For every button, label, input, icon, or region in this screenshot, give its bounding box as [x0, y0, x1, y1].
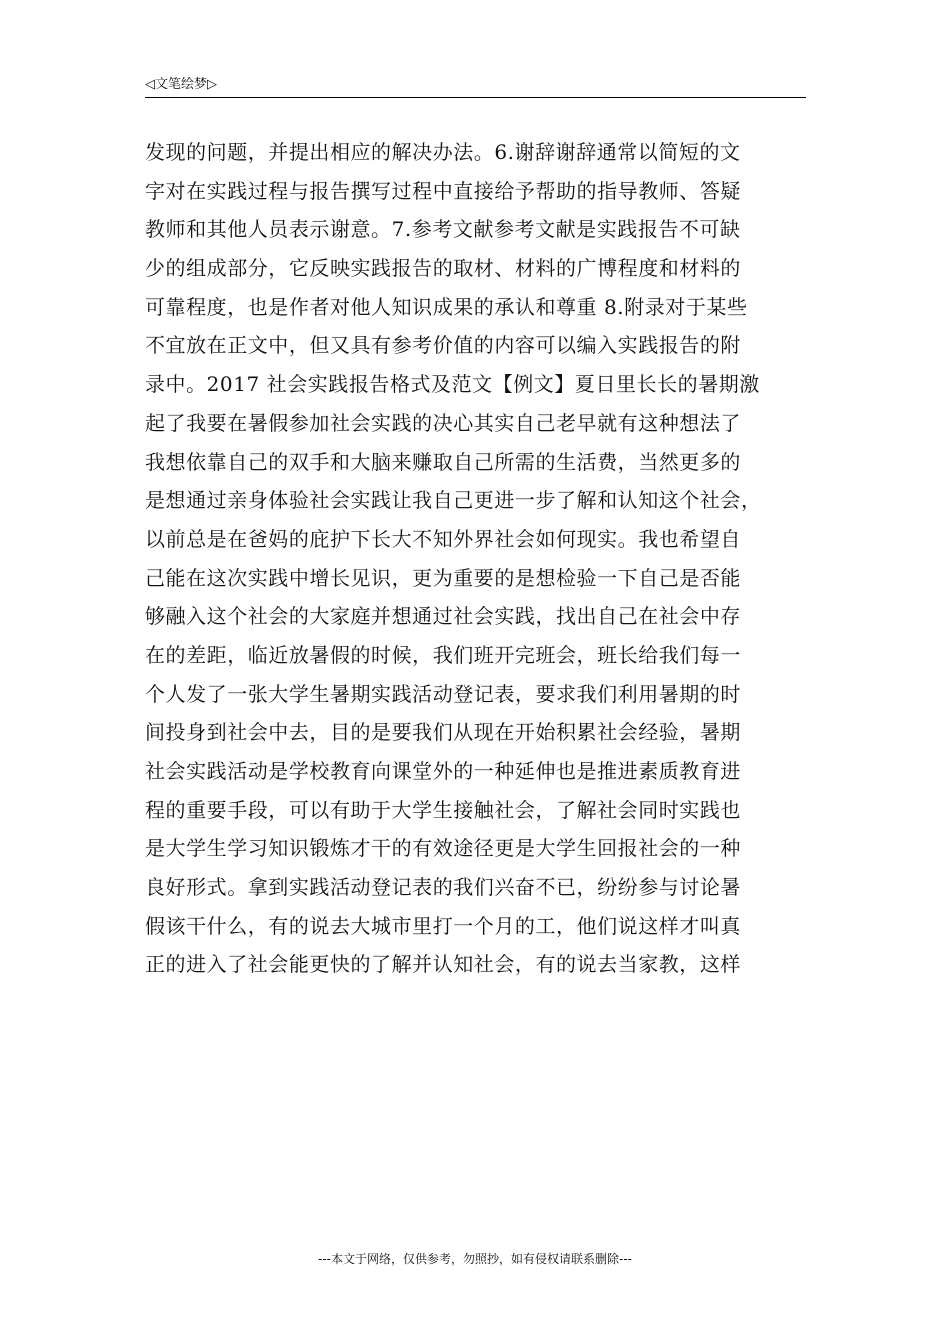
- text-line: 可靠程度，也是作者对他人知识成果的承认和尊重 8.附录对于某些: [145, 294, 748, 319]
- text-line: 是大学生学习知识锻炼才干的有效途径更是大学生回报社会的一种: [145, 836, 741, 861]
- text-line: 少的组成部分，它反映实践报告的取材、材料的广博程度和材料的: [145, 256, 741, 281]
- page-header: [145, 75, 806, 98]
- text-line: 是想通过亲身体验社会实践让我自己更进一步了解和认知这个社会，: [145, 488, 762, 513]
- text-line: 不宜放在正文中，但又具有参考价值的内容可以编入实践报告的附: [145, 333, 741, 358]
- text-line: 我想依靠自己的双手和大脑来赚取自己所需的生活费，当然更多的: [145, 449, 741, 474]
- text-line: 社会实践活动是学校教育向课堂外的一种延伸也是推进素质教育进: [145, 759, 741, 783]
- text-line: 字对在实践过程与报告撰写过程中直接给予帮助的指导教师、答疑: [145, 178, 741, 203]
- text-line: 个人发了一张大学生暑期实践活动登记表，要求我们利用暑期的时: [145, 681, 741, 706]
- text-line: 己能在这次实践中增长见识，更为重要的是想检验一下自己是否能: [145, 565, 741, 590]
- text-line: 假该干什么，有的说去大城市里打一个月的工，他们说这样才叫真: [145, 913, 741, 938]
- text-line: 以前总是在爸妈的庇护下长大不知外界社会如何现实。我也希望自: [145, 526, 741, 551]
- text-line: 间投身到社会中去，目的是要我们从现在开始积累社会经验，暑期: [145, 720, 741, 745]
- text-line: 录中。2017 社会实践报告格式及范文【例文】夏日里长长的暑期激: [145, 372, 760, 397]
- text-line: 程的重要手段，可以有助于大学生接触社会，了解社会同时实践也: [145, 797, 741, 822]
- header-title: ◁文笔绘梦▷: [145, 77, 217, 92]
- document-body: [145, 133, 806, 984]
- page-footer: ---本文于网络，仅供参考，勿照抄，如有侵权请联系删除---: [318, 1252, 632, 1266]
- text-line: 够融入这个社会的大家庭并想通过社会实践，找出自己在社会中存: [145, 604, 741, 629]
- text-line: 良好形式。拿到实践活动登记表的我们兴奋不已，纷纷参与讨论暑: [145, 875, 741, 900]
- text-line: 教师和其他人员表示谢意。7.参考文献参考文献是实践报告不可缺: [145, 217, 741, 242]
- text-line: 发现的问题，并提出相应的解决办法。6.谢辞谢辞通常以简短的文: [145, 140, 741, 164]
- text-line: 起了我要在暑假参加社会实践的决心其实自己老早就有这种想法了: [145, 410, 741, 435]
- text-line: 正的进入了社会能更快的了解并认知社会，有的说去当家教，这样: [145, 952, 741, 977]
- text-line: 在的差距，临近放暑假的时候，我们班开完班会，班长给我们每一: [145, 642, 741, 667]
